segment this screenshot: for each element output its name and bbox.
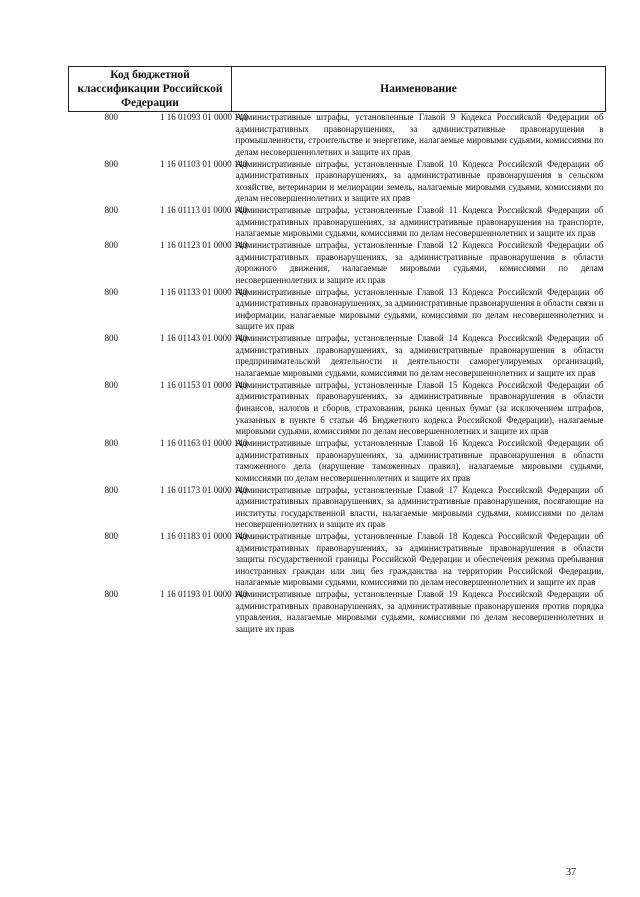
admin-code-cell: 800 xyxy=(104,531,118,542)
name-cell: Административные штрафы, установленные Главой 12 Кодекса Российской Федерации об административных правонарушениях, за административные правонарушения в области дорожного движения, налагаемые мировыми судьями, комиссиями по делам несовершеннолетних и защите их прав xyxy=(235,240,604,285)
admin-code-cell: 800 xyxy=(104,205,118,216)
table-row xyxy=(69,485,606,532)
admin-code-cell: 800 xyxy=(104,484,118,495)
page-number: 37 xyxy=(566,867,576,878)
name-cell: Административные штрафы, установленные Главой 13 Кодекса Российской Федерации об административных правонарушениях, за административные правонарушения в области связи и информации, налагаемые мировыми судьями, комиссиями по делам несовершеннолетних и защите их прав xyxy=(235,286,604,332)
table-row xyxy=(69,205,606,240)
budget-code-cell: 1 16 01103 01 0000 140 xyxy=(160,158,248,169)
name-cell: Административные штрафы, установленные Главой 17 Кодекса Российской Федерации об административных правонарушениях, за административные правонарушения, посягающие на институты государственной власти, налагаемые мировыми судьями, комиссиями по делам несовершеннолетних и защите их прав xyxy=(235,484,604,530)
table-row xyxy=(69,380,606,438)
header-code: Код бюджетной классификации Российской Федерации xyxy=(69,67,232,112)
admin-code-cell: 800 xyxy=(104,589,118,600)
name-cell: Административные штрафы, установленные Главой 16 Кодекса Российской Федерации об административных правонарушениях, за административные правонарушения в области таможенного дела (нарушение таможенных правил), налагаемые мировыми судьями, комиссиями по делам несовершеннолетних и защите их прав xyxy=(235,437,604,483)
budget-code-cell: 1 16 01173 01 0000 140 xyxy=(160,484,248,495)
budget-code-cell: 1 16 01113 01 0000 140 xyxy=(160,205,248,216)
budget-code-cell: 1 16 01123 01 0000 140 xyxy=(160,240,248,251)
budget-code-cell: 1 16 01183 01 0000 140 xyxy=(160,531,248,542)
document-page xyxy=(68,66,606,636)
header-name: Наименование xyxy=(232,67,606,112)
admin-code-cell: 800 xyxy=(104,286,118,297)
admin-code-cell: 800 xyxy=(104,379,118,390)
name-cell: Административные штрафы, установленные Главой 9 Кодекса Российской Федерации об административных правонарушениях, за административные правонарушения в промышленности, строительстве и энергетике, налагаемые мировыми судьями, комиссиями по делам несовершеннолетних и защите их прав xyxy=(235,112,604,157)
name-cell: Административные штрафы, установленные Главой 14 Кодекса Российской Федерации об административных правонарушениях, за административные правонарушения в области предпринимательской деятельности и деятельности саморегулируемых организаций, налагаемые мировыми судьями, комиссиями по делам несовершеннолетних и защите их прав xyxy=(235,333,604,378)
name-cell: Административные штрафы, установленные Главой 18 Кодекса Российской Федерации об административных правонарушениях, за административные правонарушения в области защиты государственной границы Российской Федерации и обеспечения режима пребывания иностранных граждан или лиц без гражданства на территории Российской Федерации, налагаемые мировыми судьями, комиссиями по делам несовершеннолетних и защите их прав xyxy=(235,531,604,588)
table-row xyxy=(69,287,606,334)
admin-code-cell: 800 xyxy=(104,240,118,251)
table-row xyxy=(69,531,606,589)
admin-code-cell: 800 xyxy=(104,333,118,344)
budget-code-cell: 1 16 01133 01 0000 140 xyxy=(160,286,248,297)
table-row xyxy=(69,333,606,380)
table-row xyxy=(69,240,606,287)
admin-code-cell: 800 xyxy=(104,158,118,169)
admin-code-cell: 800 xyxy=(104,437,118,448)
budget-code-table xyxy=(68,66,606,636)
table-row xyxy=(69,589,606,636)
name-cell: Административные штрафы, установленные Главой 19 Кодекса Российской Федерации об административных правонарушениях, за административные правонарушения против порядка управления, налагаемые мировыми судьями, комиссиями по делам несовершеннолетних и защите их прав xyxy=(235,589,604,634)
admin-code-cell: 800 xyxy=(104,112,118,122)
table-body xyxy=(69,112,606,636)
name-cell: Административные штрафы, установленные Главой 15 Кодекса Российской Федерации об административных правонарушениях, за административные правонарушения в области финансов, налогов и сборов, страхования, рынка ценных бумаг (за исключением штрафов, указанных в пункте 6 статьи 46 Бюджетного кодекса Российской Федерации), налагаемые мировыми судьями, комиссиями по делам несовершеннолетних и защите их прав xyxy=(235,379,604,437)
table-header-row xyxy=(69,67,606,112)
table-row xyxy=(69,438,606,485)
budget-code-cell: 1 16 01193 01 0000 140 xyxy=(160,589,248,600)
table-row xyxy=(69,159,606,206)
budget-code-cell: 1 16 01153 01 0000 140 xyxy=(160,379,248,390)
budget-code-cell: 1 16 01143 01 0000 140 xyxy=(160,333,248,344)
budget-code-cell: 1 16 01093 01 0000 140 xyxy=(160,112,248,122)
name-cell: Административные штрафы, установленные Главой 11 Кодекса Российской Федерации об административных правонарушениях, за административные правонарушения на транспорте, налагаемые мировыми судьями, комиссиями по делам несовершеннолетних и защите их прав xyxy=(235,205,604,239)
name-cell: Административные штрафы, установленные Главой 10 Кодекса Российской Федерации об административных правонарушениях, за административные правонарушения в сельском хозяйстве, ветеринарии и мелиорации земель, налагаемые мировыми судьями, комиссиями по делам несовершеннолетних и защите их прав xyxy=(235,158,604,204)
table-row xyxy=(69,112,606,159)
budget-code-cell: 1 16 01163 01 0000 140 xyxy=(160,437,248,448)
